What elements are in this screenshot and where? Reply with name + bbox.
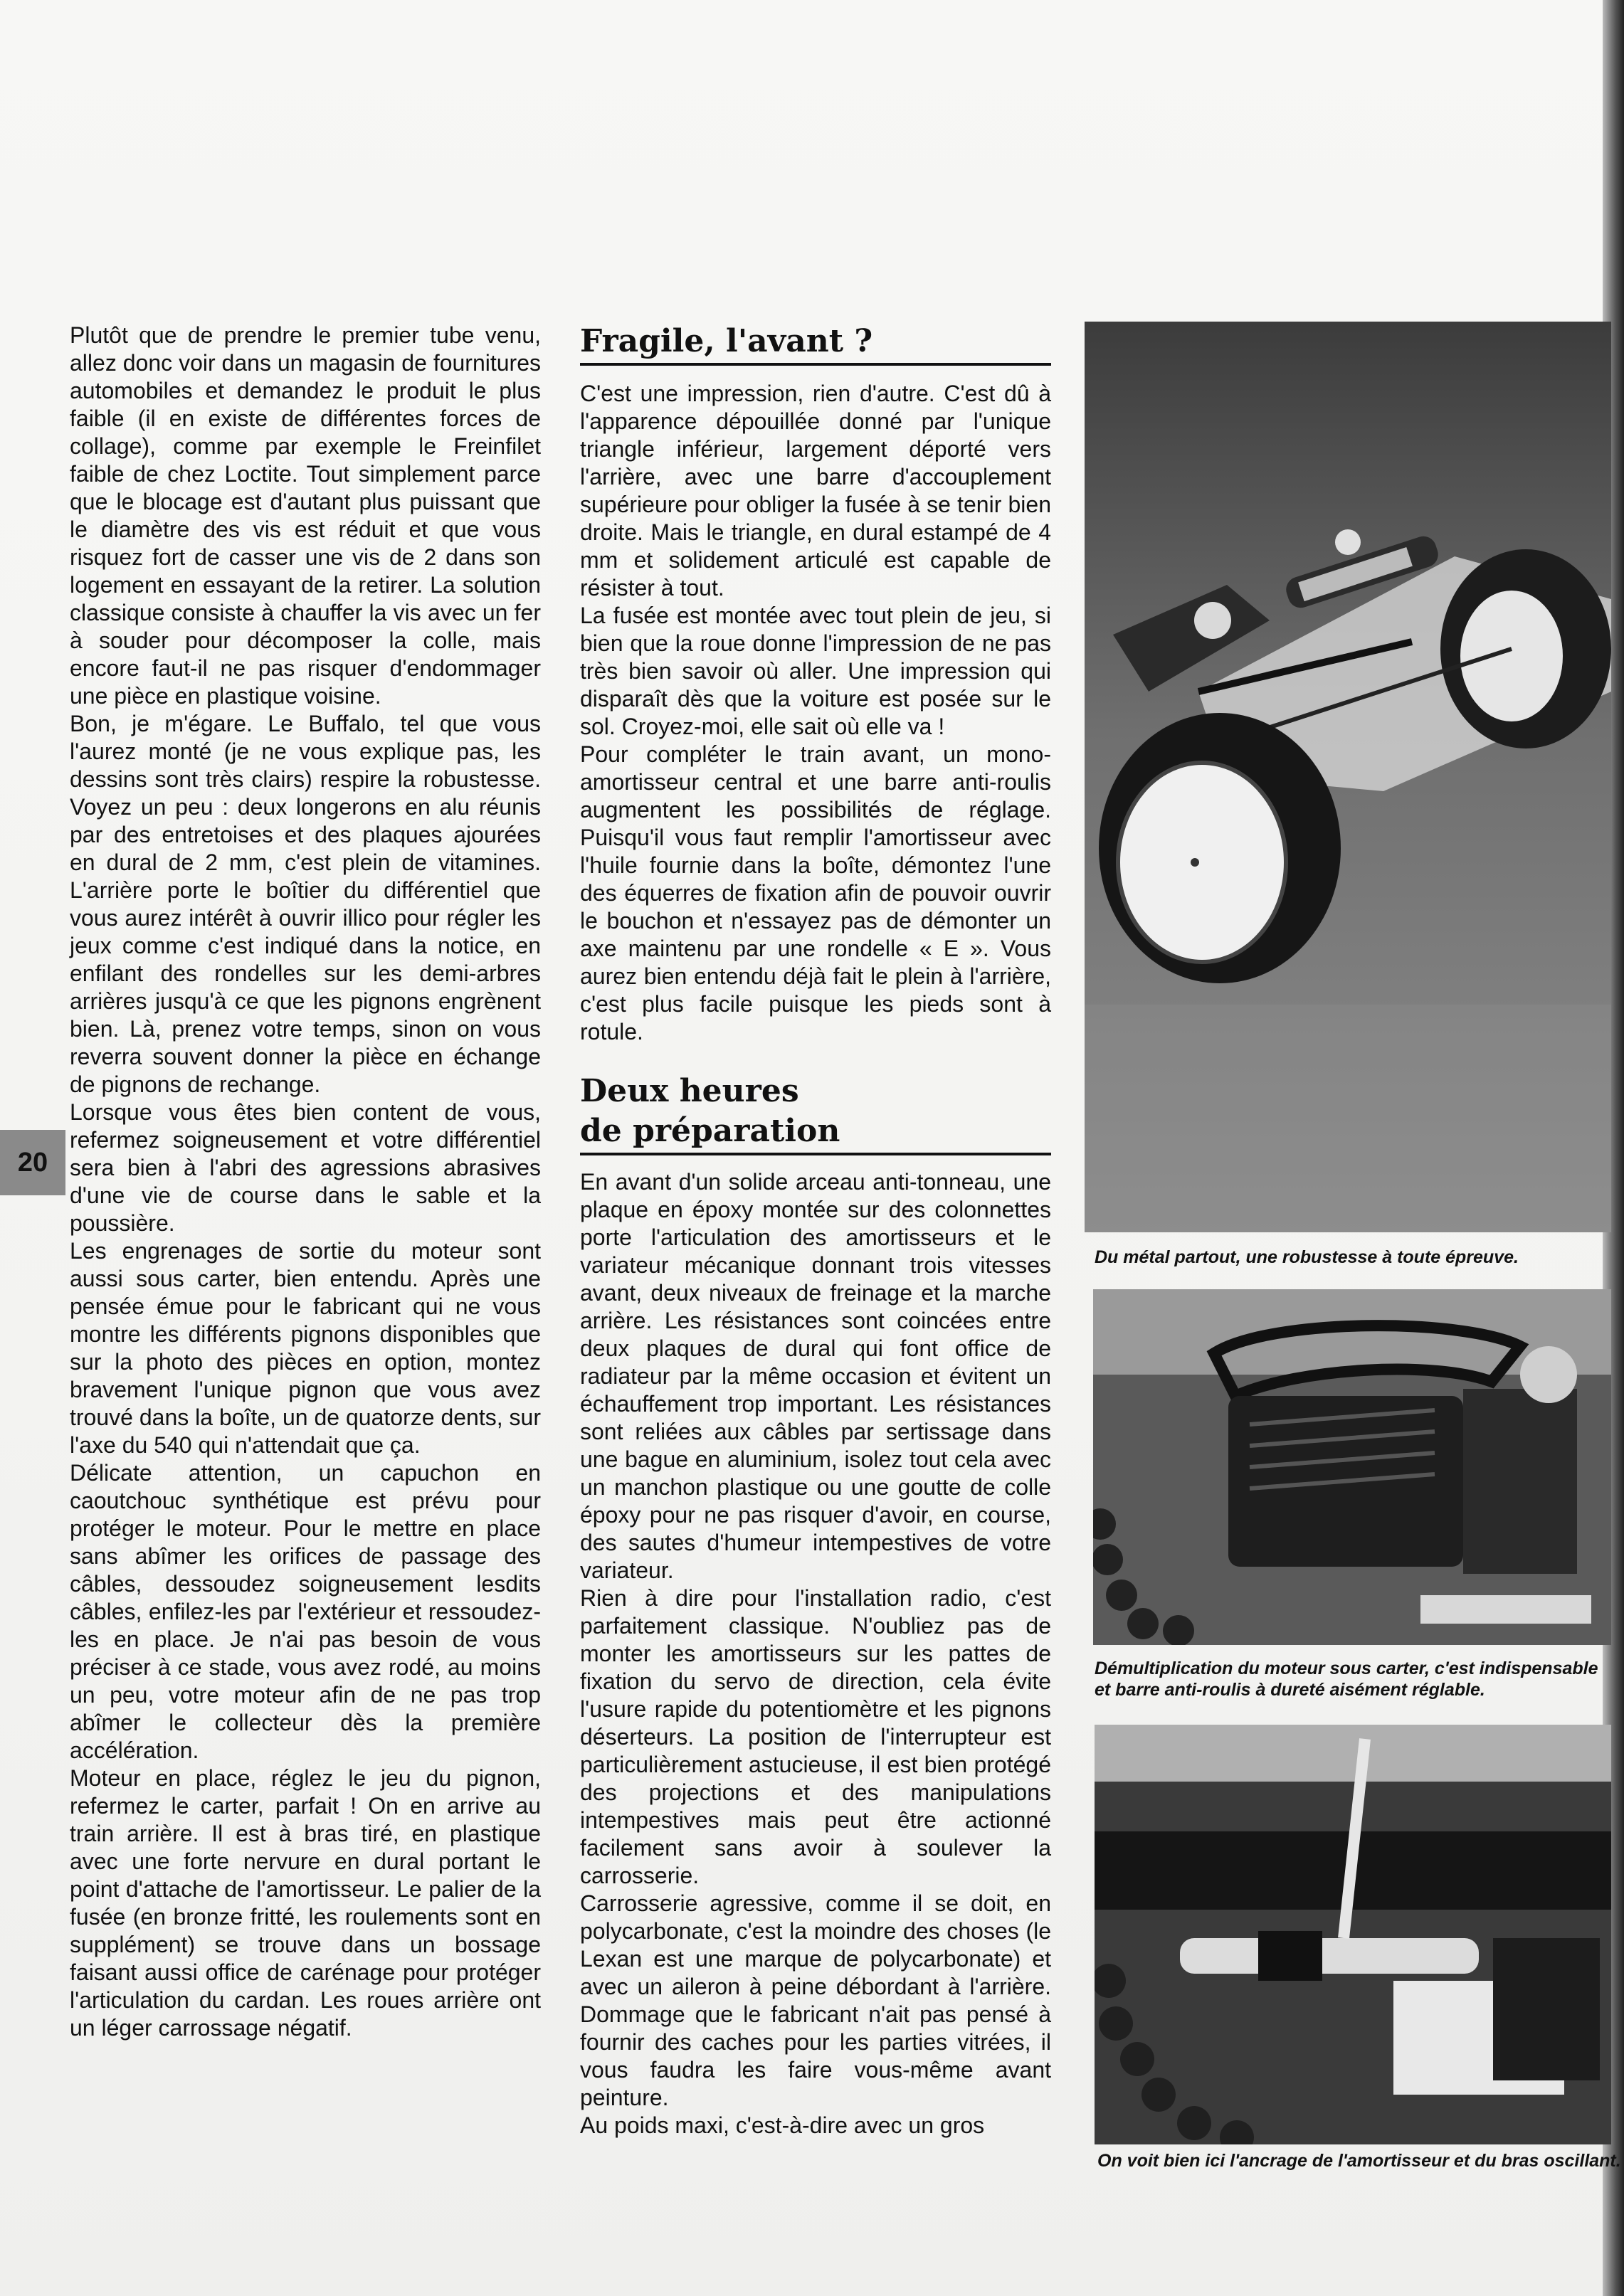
text-column-2 [580, 322, 1051, 2139]
paragraph: Au poids maxi, c'est-à-dire avec un gros [580, 2112, 985, 2138]
paragraph: Pour compléter le train avant, un mono-amortisseur central et une barre anti-roulis augmentent les possibilités de réglage. Puisqu'il vous faut remplir l'amortisseur avec l'huile fournie dans la boîte, démontez l'une des équerres de fixation afin de pouvoir ouvrir le bouchon et n'essayez pas de démonter un axe maintenu par une rondelle « E ». Vous aurez bien entendu déjà fait le plein à l'arrière, c'est plus facile puisque les pieds sont à rotule. [580, 741, 1051, 1044]
paragraph: Lorsque vous êtes bien content de vous, refermez soigneusement et votre différentiel sera bien à l'abri des agressions abrasives d'une vie de course dans le sable et la poussière. [70, 1099, 541, 1236]
photo-caption: Démultiplication du moteur sous carter, c'est indispensable et barre anti-roulis à dureté aisément réglable. [1095, 1658, 1598, 1700]
paragraph: La fusée est montée avec tout plein de jeu, si bien que la roue donne l'impression de ne pas très bien savoir où aller. Une impression qui disparaît dès que la voiture est posée sur le sol. Croyez-moi, elle sait où elle va ! [580, 603, 1051, 739]
photo-caption: Du métal partout, une robustesse à toute épreuve. [1095, 1247, 1519, 1267]
photo-rear-shock [1095, 1725, 1611, 2144]
paragraph: Bon, je m'égare. Le Buffalo, tel que vous l'aurez monté (je ne vous explique pas, les dessins sont très clairs) respire la robustesse. Voyez un peu : deux longerons en alu réunis par des entretoises et des plaques ajourées en dural de 2 mm, c'est plein de vitamines. L'arrière porte le boîtier du différentiel que vous aurez intérêt à ouvrir illico pour régler les jeux comme c'est indiqué dans la notice, en enfilant des rondelles sur les demi-arbres arrières jusqu'à ce que les pignons engrènent bien. Là, prenez votre temps, sinon on vous reverra souvent donner la pièce en échange de pignons de rechange. [70, 711, 541, 1097]
paragraph: Plutôt que de prendre le premier tube venu, allez donc voir dans un magasin de fournitures automobiles et demandez le produit le plus faible (il en existe de différentes forces de collage), comme par exemple le Freinfilet faible de chez Loctite. Tout simplement parce que le blocage est d'autant plus puissant que le diamètre des vis est réduit et que vous risquez fort de casser une vis de 2 dans son logement en essayant de la retirer. La solution classique consiste à chauffer la vis avec un fer à souder pour décomposer la colle, mais encore faut-il ne pas risquer d'endommager une pièce en plastique voisine. [70, 322, 541, 709]
photo-caption: On voit bien ici l'ancrage de l'amortisseur et du bras oscillant. [1097, 2151, 1621, 2171]
paragraph: Les engrenages de sortie du moteur sont aussi sous carter, bien entendu. Après une pensée émue pour le fabricant qui ne vous montre les différents pignons disponibles que sur la photo des pièces en option, montez bravement l'unique pignon que vous avez trouvé dans la boîte, un de quatorze dents, sur l'axe du 540 qui n'attendait que ça. [70, 1238, 541, 1458]
photo-front-suspension [1085, 322, 1611, 1232]
paragraph: En avant d'un solide arceau anti-tonneau, une plaque en époxy montée sur des colonnettes porte l'articulation des amortisseurs et le variateur mécanique donnant trois vitesses avant, deux niveaux de freinage et la marche arrière. Les résistances sont coincées entre deux plaques de dural qui font office de radiateur par la même occasion et évitent un échauffement trop important. Les résistances sont reliées aux câbles par sertissage dans une bague en aluminium, isolez tout cela avec un manchon plastique ou une goutte de colle époxy pour ne pas risquer d'avoir, en course, des sautes d'humeur intempestives de votre variateur. [580, 1169, 1051, 1583]
section-heading-preparation: Deux heures de préparation [580, 1072, 1051, 1155]
paragraph: Rien à dire pour l'installation radio, c'est parfaitement classique. N'oubliez pas de monter les amortisseurs sur les pattes de fixation du servo de direction, cela évite l'usure rapide du potentiomètre et les pignons déserteurs. La position de l'interrupteur est particulièrement astucieuse, il est bien protégé des projections et des manipulations intempestives mais peut être actionné facilement sans avoir à soulever la carrosserie. [580, 1585, 1051, 1888]
paragraph: Délicate attention, un capuchon en caoutchouc synthétique est prévu pour protéger le moteur. Pour le mettre en place sans abîmer les orifices de passage des câbles, dessoudez soigneusement lesdits câbles, enfilez-les par l'extérieur et ressoudez-les en place. Je n'ai pas besoin de vous préciser à ce stade, vous avez rodé, au moins un peu, votre moteur afin de ne pas trop abîmer le collecteur dès la première accélération. [70, 1460, 541, 1763]
paragraph: Moteur en place, réglez le jeu du pignon, refermez le carter, parfait ! On en arrive au train arrière. Il est à bras tiré, en plastique avec une forte nervure en dural portant le point d'attache de l'amortisseur. Le palier de la fusée (en bronze fritté, les roulements sont en supplément) se trouve dans un bossage faisant aussi office de carénage pour protéger l'articulation du cardan. Les roues arrière ont un léger carrossage négatif. [70, 1765, 541, 2041]
page-number: 20 [0, 1130, 65, 1195]
photo-motor-cover [1093, 1289, 1611, 1645]
paragraph: C'est une impression, rien d'autre. C'est dû à l'apparence dépouillée donné par l'unique triangle inférieur, largement déporté vers l'arrière, avec une barre d'accouplement supérieure pour obliger la fusée à se tenir bien droite. Mais le triangle, en dural estampé de 4 mm et solidement articulé est capable de résister à tout. [580, 381, 1051, 601]
section-heading-fragile: Fragile, l'avant ? [580, 322, 1051, 366]
text-column-1 [70, 322, 541, 2042]
paragraph: Carrosserie agressive, comme il se doit, en polycarbonate, c'est la moindre des choses (le Lexan est une marque de polycarbonate) et avec un aileron à peine débordant à l'arrière. Dommage que le fabricant n'ait pas pensé à fournir des caches pour les parties vitrées, il vous faudra les faire vous-même avant peinture. [580, 1890, 1051, 2110]
